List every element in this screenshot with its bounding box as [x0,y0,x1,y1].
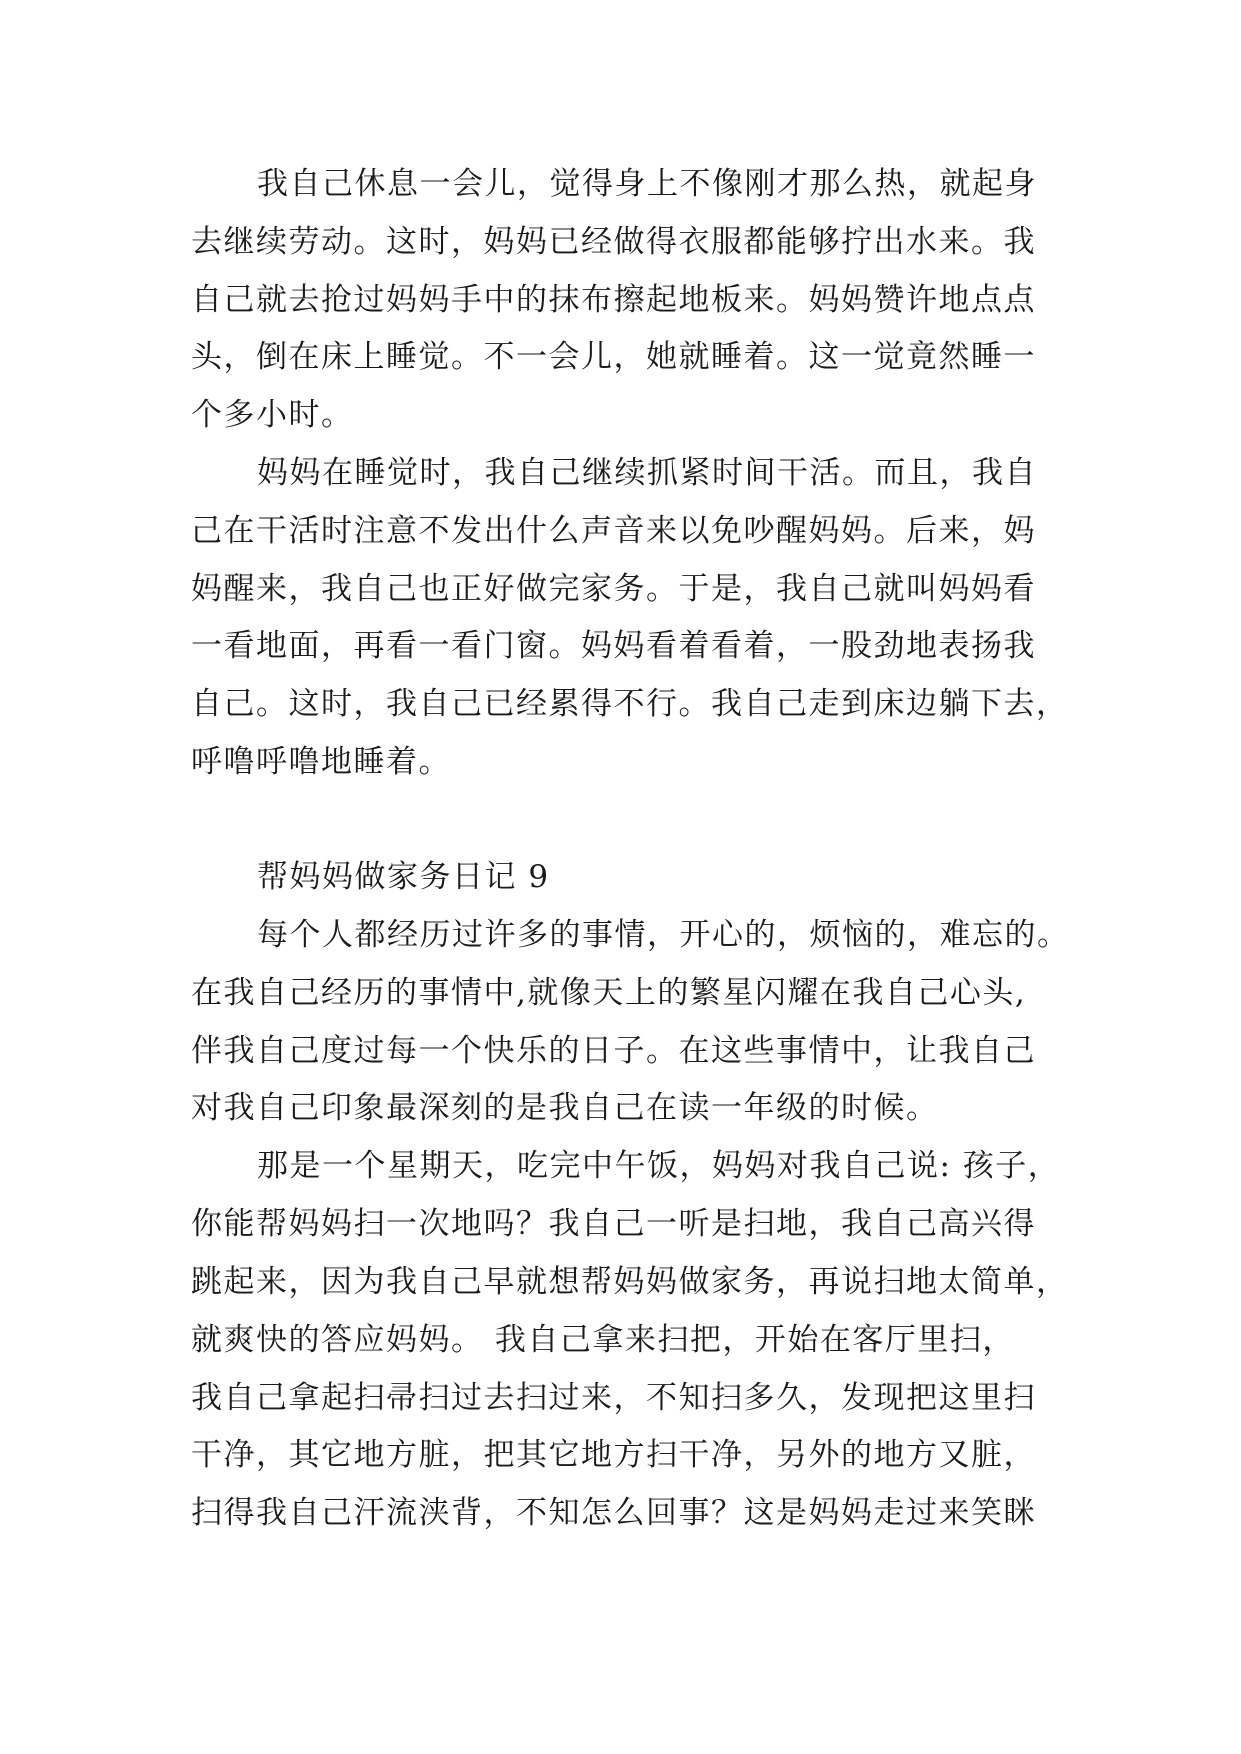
paragraph-line: 我自己拿起扫帚扫过去扫过来，不知扫多久，发现把这里扫 [191,1380,1036,1416]
paragraph-line: 去继续劳动。这时，妈妈已经做得衣服都能够拧出水来。我 [191,224,1036,260]
paragraph-line: 在我自己经历的事情中,就像天上的繁星闪耀在我自己心头, [191,975,1027,1011]
paragraph-line: 那是一个星期天，吃完中午饭，妈妈对我自己说: 孩子， [257,1148,1061,1184]
paragraph-line: 自己。这时，我自己已经累得不行。我自己走到床边躺下去， [191,686,1069,722]
paragraph-line: 我自己休息一会儿，觉得身上不像刚才那么热，就起身 [257,166,1037,202]
paragraph-line: 你能帮妈妈扫一次地吗？我自己一听是扫地，我自己高兴得 [191,1206,1036,1242]
paragraph-line: 跳起来，因为我自己早就想帮妈妈做家务，再说扫地太简单， [191,1264,1069,1300]
paragraph-line: 干净，其它地方脏，把其它地方扫干净，另外的地方又脏， [191,1437,1036,1473]
paragraph-line: 一看地面，再看一看门窗。妈妈看着看着，一股劲地表扬我 [191,628,1036,664]
paragraph-line: 每个人都经历过许多的事情，开心的，烦恼的，难忘的。 [257,917,1070,953]
paragraph-line: 己在干活时注意不发出什么声音来以免吵醒妈妈。后来，妈 [191,513,1036,549]
paragraph-line: 伴我自己度过每一个快乐的日子。在这些事情中，让我自己 [191,1033,1036,1069]
paragraph-line: 扫得我自己汗流浃背，不知怎么回事？这是妈妈走过来笑眯 [191,1495,1036,1531]
paragraph-line: 妈妈在睡觉时，我自己继续抓紧时间干活。而且，我自 [257,455,1037,491]
section-heading: 帮妈妈做家务日记 9 [257,859,550,895]
paragraph-line: 头，倒在床上睡觉。不一会儿，她就睡着。这一觉竟然睡一 [191,339,1036,375]
paragraph-line: 呼噜呼噜地睡着。 [191,744,451,780]
paragraph-line: 个多小时。 [191,397,354,433]
paragraph-line: 对我自己印象最深刻的是我自己在读一年级的时候。 [191,1090,939,1126]
paragraph-line: 妈醒来，我自己也正好做完家务。于是，我自己就叫妈妈看 [191,571,1036,607]
paragraph-line: 自己就去抢过妈妈手中的抹布擦起地板来。妈妈赞许地点点 [191,282,1036,318]
paragraph-line: 就爽快的答应妈妈。 我自己拿来扫把，开始在客厅里扫， [191,1322,1015,1358]
